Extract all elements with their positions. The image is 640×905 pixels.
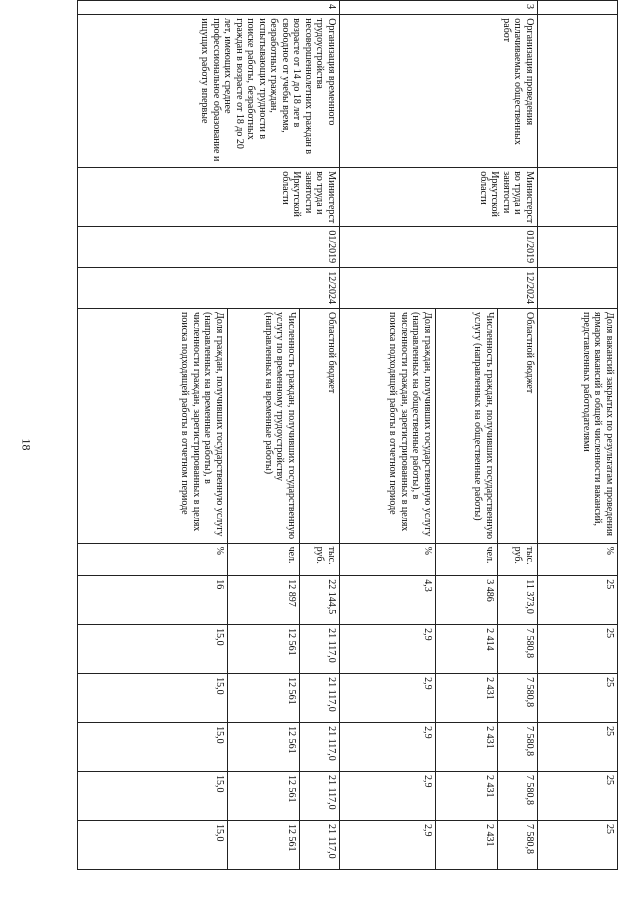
- cell-unit: %: [538, 543, 618, 576]
- cell-executor: Министерство труда и занятости Иркутской области: [78, 168, 340, 227]
- cell-indicator: Численность граждан, получивших государственную услугу по временному трудоустройству (направленных на временные работы): [228, 309, 300, 544]
- cell-value: 12 561: [228, 674, 300, 723]
- cell-value: 2 431: [436, 674, 498, 723]
- cell-end: [538, 268, 618, 309]
- cell-indicator: Доля граждан, получивших государственную услугу (направленных на общественные работы), в численности граждан, зарегистрированных в целях поиска подходящей работы в отчетном периоде: [340, 309, 436, 544]
- cell-value: 11 373,0: [498, 576, 538, 625]
- cell-value: 22 144,5: [300, 576, 340, 625]
- cell-value: 7 580,8: [498, 723, 538, 772]
- cell-value: 25: [538, 820, 618, 869]
- cell-start: 01/2019: [78, 227, 340, 268]
- cell-value: 25: [538, 576, 618, 625]
- cell-indicator: Доля граждан, получивших государственную услугу (направленных на временные работы), в численности граждан, зарегистрированных в целях поиска подходящей работы в отчетном периоде: [78, 309, 228, 544]
- cell-value: 21 117,0: [300, 772, 340, 821]
- cell-value: 12 561: [228, 625, 300, 674]
- cell-value: 25: [538, 625, 618, 674]
- cell-unit: чел.: [436, 543, 498, 576]
- cell-value: 15,0: [78, 674, 228, 723]
- cell-value: 21 117,0: [300, 625, 340, 674]
- cell-value: 25: [538, 674, 618, 723]
- cell-unit: %: [340, 543, 436, 576]
- cell-value: 16: [78, 576, 228, 625]
- cell-measure: Организация проведения оплачиваемых общественных работ: [340, 15, 538, 168]
- cell-value: 25: [538, 723, 618, 772]
- cell-value: 21 117,0: [300, 674, 340, 723]
- cell-value: 12 561: [228, 820, 300, 869]
- page-number: 18: [19, 438, 34, 451]
- rotated-page: [78, 0, 618, 905]
- cell-value: 15,0: [78, 625, 228, 674]
- cell-number: 3: [340, 1, 538, 15]
- cell-executor: Министерство труда и занятости Иркутской области: [340, 168, 538, 227]
- cell-value: 3 486: [436, 576, 498, 625]
- table-row: [300, 1, 340, 870]
- cell-measure: Организация временного трудоустройства несовершеннолетних граждан в возрасте от 14 до 18 лет в свободное от учебы время, безработных граждан, испытывающих трудности в поиске работы, безработных граждан в возрасте от 18 до 20 лет, имеющих среднее профессиональное образование и ищущих работу впервые: [78, 15, 340, 168]
- cell-value: 2,9: [340, 772, 436, 821]
- cell-value: 7 580,8: [498, 674, 538, 723]
- cell-number: [538, 1, 618, 15]
- cell-indicator: Областной бюджет: [300, 309, 340, 544]
- cell-indicator: Численность граждан, получивших государственную услугу (направленных на общественные работы): [436, 309, 498, 544]
- cell-unit: чел.: [228, 543, 300, 576]
- cell-indicator: Областной бюджет: [498, 309, 538, 544]
- cell-start: [538, 227, 618, 268]
- cell-value: 12 561: [228, 772, 300, 821]
- cell-value: 21 117,0: [300, 723, 340, 772]
- cell-value: 7 580,8: [498, 772, 538, 821]
- cell-value: 2,9: [340, 674, 436, 723]
- cell-value: 12 561: [228, 723, 300, 772]
- program-table: [77, 0, 618, 870]
- cell-value: 7 580,8: [498, 625, 538, 674]
- cell-unit: %: [78, 543, 228, 576]
- cell-unit: тыс. руб.: [300, 543, 340, 576]
- cell-value: 2,9: [340, 723, 436, 772]
- table-row: [498, 1, 538, 870]
- cell-value: 7 580,8: [498, 820, 538, 869]
- cell-value: 15,0: [78, 772, 228, 821]
- cell-number: 4: [78, 1, 340, 15]
- table-row: [538, 1, 618, 870]
- cell-value: 12 897: [228, 576, 300, 625]
- cell-value: 2 414: [436, 625, 498, 674]
- cell-value: 21 117,0: [300, 820, 340, 869]
- cell-measure: [538, 15, 618, 168]
- cell-start: 01/2019: [340, 227, 538, 268]
- cell-unit: тыс. руб.: [498, 543, 538, 576]
- cell-value: 4,3: [340, 576, 436, 625]
- cell-value: 2,9: [340, 820, 436, 869]
- cell-indicator: Доля вакансий закрытых по результатам проведения ярмарок вакансий в общей численности вакансий, представленных работодателями: [538, 309, 618, 544]
- cell-value: 2 431: [436, 820, 498, 869]
- cell-value: 25: [538, 772, 618, 821]
- cell-value: 15,0: [78, 820, 228, 869]
- cell-end: 12/2024: [78, 268, 340, 309]
- cell-value: 2,9: [340, 625, 436, 674]
- cell-value: 2 431: [436, 772, 498, 821]
- cell-value: 15,0: [78, 723, 228, 772]
- cell-executor: [538, 168, 618, 227]
- table-container: [78, 0, 618, 870]
- cell-end: 12/2024: [340, 268, 538, 309]
- cell-value: 2 431: [436, 723, 498, 772]
